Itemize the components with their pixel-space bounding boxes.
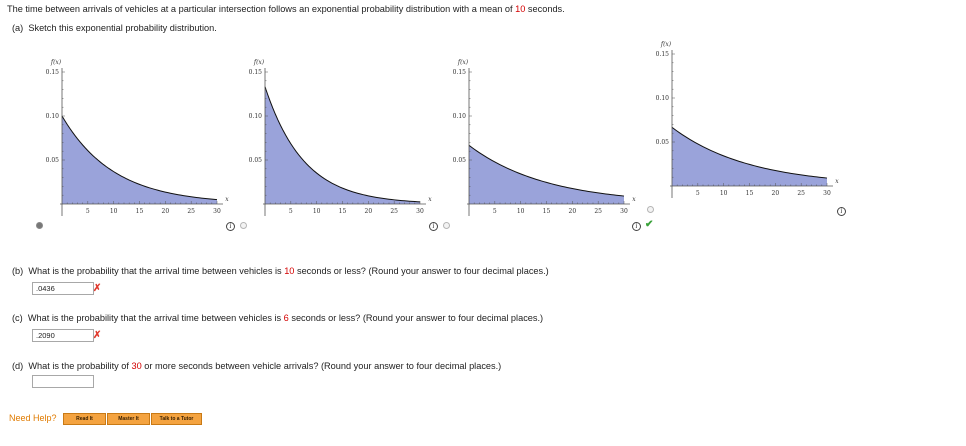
x-tick-label: 5 bbox=[695, 190, 700, 197]
x-tick-label: 10 bbox=[109, 208, 118, 215]
graph-option-4 bbox=[650, 37, 840, 204]
part-c-text-end: seconds or less? (Round your answer to four decimal places.) bbox=[288, 313, 544, 323]
y-tick-label: 0.05 bbox=[655, 139, 669, 146]
problem-statement bbox=[7, 4, 565, 14]
y-tick-label: 0.15 bbox=[248, 69, 262, 76]
density-area bbox=[469, 145, 624, 204]
info-icon[interactable]: i bbox=[226, 222, 235, 231]
x-tick-label: 5 bbox=[288, 208, 293, 215]
part-b-answer-input[interactable]: .0436 bbox=[32, 282, 94, 295]
x-axis-label: x bbox=[835, 178, 839, 185]
x-tick-label: 15 bbox=[745, 190, 754, 197]
radio-option-2[interactable] bbox=[240, 222, 247, 229]
y-tick-label: 0.05 bbox=[45, 157, 59, 164]
part-c-number: 6 bbox=[283, 313, 289, 323]
y-tick-label: 0.15 bbox=[452, 69, 466, 76]
part-c-question bbox=[12, 313, 543, 323]
y-tick-label: 0.10 bbox=[452, 113, 466, 120]
x-tick-label: 20 bbox=[364, 208, 373, 215]
graph-option-1 bbox=[40, 55, 230, 222]
graph-option-3 bbox=[447, 55, 637, 222]
info-icon[interactable]: i bbox=[837, 207, 846, 216]
part-d-number: 30 bbox=[131, 361, 142, 371]
x-tick-label: 5 bbox=[492, 208, 497, 215]
radio-option-4[interactable] bbox=[647, 206, 654, 213]
graph-option-2 bbox=[243, 55, 433, 222]
y-axis-label: f(x) bbox=[457, 59, 469, 66]
x-tick-label: 25 bbox=[187, 208, 195, 215]
mean-value: 10 bbox=[515, 4, 526, 14]
x-tick-label: 30 bbox=[620, 208, 628, 215]
part-b-text: What is the probability that the arrival time between vehicles is bbox=[28, 266, 285, 276]
x-axis-label: x bbox=[225, 196, 229, 203]
x-tick-label: 30 bbox=[416, 208, 424, 215]
x-tick-label: 25 bbox=[390, 208, 398, 215]
x-tick-label: 20 bbox=[771, 190, 780, 197]
x-tick-label: 25 bbox=[797, 190, 805, 197]
incorrect-x-icon: ✗ bbox=[93, 283, 102, 294]
graph-option-1-svg bbox=[40, 55, 230, 220]
x-tick-label: 20 bbox=[161, 208, 170, 215]
part-a-text: Sketch this exponential probability distribution. bbox=[28, 23, 217, 33]
part-d-text: What is the probability of bbox=[28, 361, 132, 371]
part-a-question bbox=[12, 23, 217, 33]
info-icon[interactable]: i bbox=[632, 222, 641, 231]
part-a-label: (a) bbox=[12, 23, 24, 33]
intro-text-end: seconds. bbox=[525, 4, 565, 14]
correct-check-icon: ✔ bbox=[645, 219, 654, 230]
x-tick-label: 30 bbox=[823, 190, 831, 197]
part-d-question bbox=[12, 361, 501, 371]
graph-option-3-svg bbox=[447, 55, 637, 220]
master-it-button[interactable]: Master It bbox=[107, 413, 150, 425]
part-d-text-end: or more seconds between vehicle arrivals? (Round your answer to four decimal places.) bbox=[141, 361, 502, 371]
part-c-label: (c) bbox=[12, 313, 23, 323]
y-tick-label: 0.15 bbox=[45, 69, 59, 76]
x-tick-label: 30 bbox=[213, 208, 221, 215]
y-tick-label: 0.05 bbox=[248, 157, 262, 164]
radio-option-1[interactable] bbox=[36, 222, 43, 229]
part-b-question bbox=[12, 266, 549, 276]
read-it-button[interactable]: Read It bbox=[63, 413, 106, 425]
graph-option-4-svg bbox=[650, 37, 840, 202]
talk-to-tutor-button[interactable]: Talk to a Tutor bbox=[151, 413, 202, 425]
incorrect-x-icon: ✗ bbox=[93, 330, 102, 341]
y-tick-label: 0.10 bbox=[655, 95, 669, 102]
part-b-number: 10 bbox=[284, 266, 295, 276]
x-tick-label: 10 bbox=[719, 190, 728, 197]
y-axis-label: f(x) bbox=[253, 59, 265, 66]
x-tick-label: 10 bbox=[516, 208, 525, 215]
density-area bbox=[672, 127, 827, 186]
x-tick-label: 20 bbox=[568, 208, 577, 215]
x-tick-label: 10 bbox=[312, 208, 321, 215]
need-help-label: Need Help? bbox=[9, 413, 57, 423]
x-tick-label: 5 bbox=[85, 208, 90, 215]
y-axis-label: f(x) bbox=[50, 59, 62, 66]
graph-option-2-svg bbox=[243, 55, 433, 220]
part-d-label: (d) bbox=[12, 361, 24, 371]
info-icon[interactable]: i bbox=[429, 222, 438, 231]
x-tick-label: 25 bbox=[594, 208, 602, 215]
y-tick-label: 0.10 bbox=[248, 113, 262, 120]
y-tick-label: 0.10 bbox=[45, 113, 59, 120]
x-tick-label: 15 bbox=[338, 208, 347, 215]
x-tick-label: 15 bbox=[542, 208, 551, 215]
part-c-text: What is the probability that the arrival time between vehicles is bbox=[27, 313, 284, 323]
y-axis-label: f(x) bbox=[660, 41, 672, 48]
x-tick-label: 15 bbox=[135, 208, 144, 215]
x-axis-label: x bbox=[428, 196, 432, 203]
part-b-text-end: seconds or less? (Round your answer to four decimal places.) bbox=[294, 266, 549, 276]
intro-text: The time between arrivals of vehicles at a particular intersection follows an exponential probability distribution with a mean of bbox=[7, 4, 516, 14]
y-tick-label: 0.15 bbox=[655, 51, 669, 58]
density-area bbox=[62, 116, 217, 204]
y-tick-label: 0.05 bbox=[452, 157, 466, 164]
x-axis-label: x bbox=[632, 196, 636, 203]
density-area bbox=[265, 87, 420, 204]
part-d-answer-input[interactable] bbox=[32, 375, 94, 388]
part-c-answer-input[interactable]: .2090 bbox=[32, 329, 94, 342]
part-b-label: (b) bbox=[12, 266, 24, 276]
radio-option-3[interactable] bbox=[443, 222, 450, 229]
